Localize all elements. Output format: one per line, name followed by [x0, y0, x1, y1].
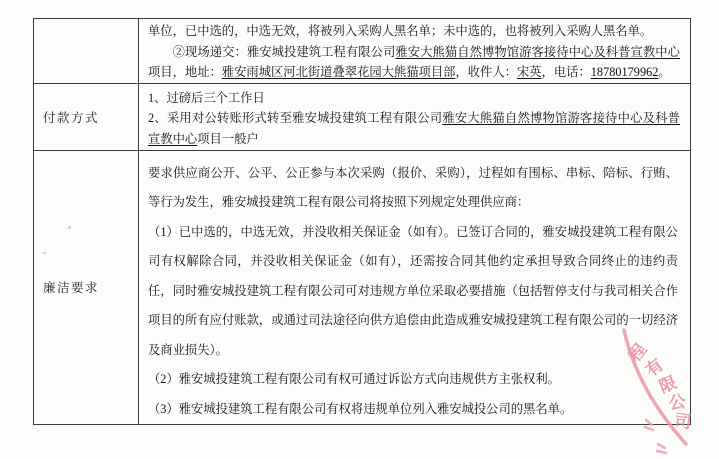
seal-character: 司	[673, 410, 693, 433]
contract-terms-table	[33, 18, 691, 425]
row-header-cell	[34, 19, 139, 84]
row-header-cell: 付款方式	[34, 83, 139, 150]
row-content-cell	[139, 83, 691, 150]
paragraph	[148, 365, 678, 395]
company-seal-stamp	[612, 320, 719, 459]
paragraph	[148, 88, 680, 109]
seal-character: 限	[656, 372, 680, 397]
underlined-text: 雅安大熊猫自然博物馆游客接待中心及科普宣教中心	[148, 111, 680, 146]
text-segment: 2、采用对公转账形式转至雅安城投建筑工程有限公司	[148, 111, 443, 126]
text-segment: 1、过磅后三个工作日	[148, 90, 265, 105]
text-segment: 项目，地址：	[148, 65, 222, 80]
row-header-cell: 廉洁要求	[34, 150, 139, 425]
paragraph	[148, 395, 678, 425]
seal-character: 有	[642, 354, 668, 381]
scan-speck	[43, 252, 46, 254]
row-content-cell	[139, 19, 691, 84]
text-segment: （3）雅安城投建筑工程有限公司有权将违规单位列入雅安城投公司的黑名单。	[148, 401, 573, 416]
text-segment: 项目一般户	[197, 131, 259, 146]
text-segment: （2）雅安城投建筑工程有限公司有权可通过诉讼方式向违规供方主张权利。	[148, 372, 560, 387]
scan-speck	[602, 170, 604, 172]
text-segment: （1）已中选的，中选无效，并没收相关保证金（如有）。已签订合同的，雅安城投建筑工程有限公司有权解除合同，并没收相关保证金（如有），还需按合同其他约定承担导致合同终止的违约责任，同时雅安城投建筑工程有限公司可对违规方单位采取必要措施（包括暂停支付与我司相关合作项目的所有应付账款，或通过司法途径向供方追偿由此造成雅安城投建筑工程有限公司的一切经济及商业损失）。	[148, 224, 678, 357]
seal-character: 程	[624, 340, 651, 366]
underlined-text: 18780179962	[590, 65, 659, 80]
paragraph	[148, 159, 678, 218]
scan-speck	[68, 226, 71, 229]
paragraph	[148, 108, 680, 149]
text-segment: ②现场递交：雅安城投建筑工程有限公司	[172, 44, 396, 59]
paragraph	[148, 42, 680, 83]
text-segment: 单位，已中选的，中选无效，将被列入采购人黑名单；未中选的，也将被列入采购人黑名单。	[148, 24, 653, 38]
seal-partial-mark	[645, 420, 653, 430]
table-row	[34, 83, 691, 150]
row-content-cell	[139, 150, 691, 425]
table-row	[34, 19, 691, 84]
seal-character: 公	[667, 391, 687, 414]
underlined-text: 雅安雨城区河北街道叠翠花园大熊猫项目部	[221, 65, 456, 80]
table-row	[34, 150, 691, 425]
paragraph	[148, 21, 680, 42]
underlined-text: 宋英	[516, 65, 542, 80]
text-segment: 。	[658, 65, 671, 80]
underlined-text: 雅安大熊猫自然博物馆游客接待中心及科普宣教中心	[395, 44, 680, 59]
paragraph	[148, 218, 678, 366]
seal-partial-mark	[657, 444, 666, 453]
text-segment: ，电话：	[541, 65, 591, 80]
text-segment: ，收件人：	[455, 65, 517, 80]
text-segment: 要求供应商公开、公平、公正参与本次采购（报价、采购），过程如有围标、串标、陪标、行贿、等行为发生，雅安城投建筑工程有限公司将按照下列规定处理供应商：	[148, 165, 678, 210]
